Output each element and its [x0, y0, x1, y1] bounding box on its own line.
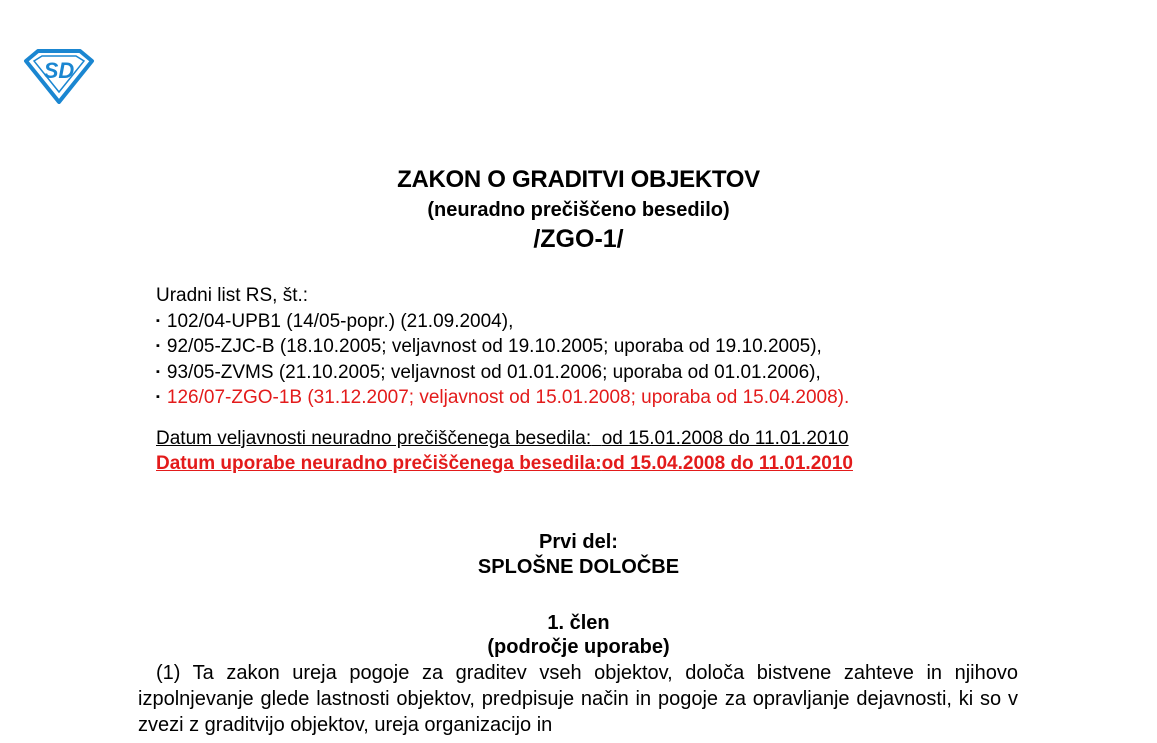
- application-label: Datum uporabe neuradno prečiščenega besedila:: [156, 453, 602, 474]
- gazette-item: [156, 360, 849, 386]
- gazette-item-text: 92/05-ZJC-B (18.10.2005; veljavnost od 19.10.2005; uporaba od 19.10.2005),: [166, 336, 822, 357]
- document-title: ZAKON O GRADITVI OBJEKTOV: [397, 166, 760, 193]
- part-title: SPLOŠNE DOLOČBE: [477, 556, 680, 578]
- gazette-item: [156, 309, 849, 335]
- validity-line: [156, 426, 853, 451]
- gazette-heading: Uradni list RS, št.:: [156, 285, 309, 306]
- document-abbreviation: /ZGO-1/: [533, 225, 624, 253]
- gazette-item-latest-amendment: [156, 385, 849, 411]
- sd-diamond-logo-icon: [22, 46, 96, 104]
- article-paragraph: (1) Ta zakon ureja pogoje za graditev vseh objektov, določa bistvene zahteve in njihovo izpolnjevanje glede lastnosti objektov, predpisuje način in pogoje za opravljanje dejavnosti, ki so v zvezi z graditvijo objektov, ureja organizacijo in: [138, 662, 1018, 736]
- validity-label: Datum veljavnosti neuradno prečiščenega besedila:: [156, 428, 592, 449]
- validity-value: od 15.01.2008 do 11.01.2010: [601, 428, 849, 449]
- article-topic: (področje uporabe): [487, 636, 670, 658]
- validity-dates: [156, 426, 853, 476]
- gazette-item-text: 102/04-UPB1 (14/05-popr.) (21.09.2004),: [166, 310, 514, 332]
- document-subtitle: (neuradno prečiščeno besedilo): [427, 199, 730, 221]
- logo: [22, 46, 96, 104]
- bullet-icon: ▪: [156, 314, 160, 327]
- part-label: Prvi del:: [539, 531, 618, 553]
- gazette-item-text: 126/07-ZGO-1B (31.12.2007; veljavnost od 15.01.2008; uporaba od 15.04.2008).: [166, 387, 850, 408]
- application-line: [156, 451, 853, 476]
- gazette-item: [156, 334, 849, 360]
- gazette-item-text: 93/05-ZVMS (21.10.2005; veljavnost od 01.01.2006; uporaba od 01.01.2006),: [166, 361, 821, 383]
- gazette-list: [156, 309, 849, 411]
- bullet-icon: ▪: [156, 365, 160, 378]
- application-value: od 15.04.2008 do 11.01.2010: [601, 453, 853, 474]
- article-number: 1. člen: [547, 612, 610, 634]
- bullet-icon: ▪: [156, 391, 160, 403]
- logo-initials: SD: [43, 58, 75, 83]
- official-gazette-block: [156, 284, 849, 411]
- bullet-icon: ▪: [156, 340, 160, 352]
